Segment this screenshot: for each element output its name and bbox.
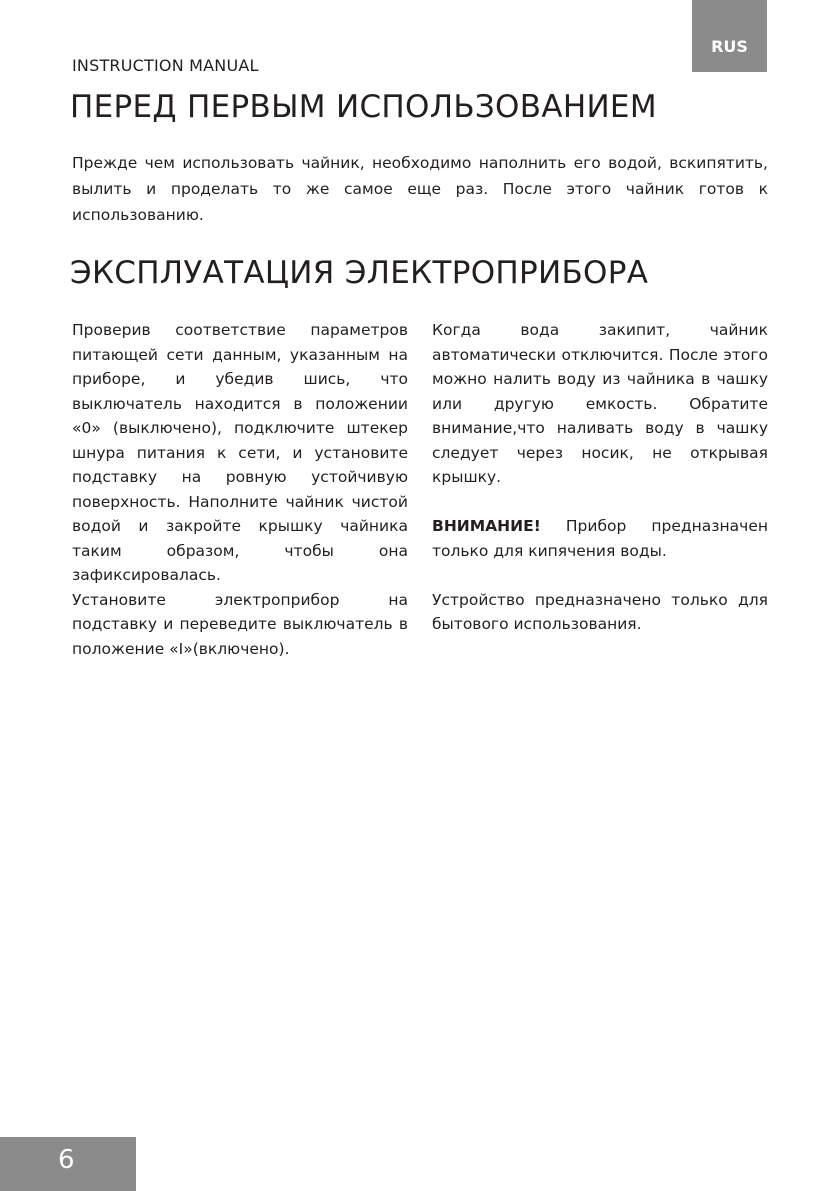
manual-label: INSTRUCTION MANUAL	[72, 56, 259, 75]
warning-paragraph	[432, 514, 768, 563]
warning-label: ВНИМАНИЕ!	[432, 517, 541, 535]
operation-left-column	[72, 318, 408, 661]
before-first-use-text: Прежде чем использовать чайник, необходимо наполнить его водой, вскипятить, вылить и проделать то же самое еще раз. После этого чайник готов к использованию.	[72, 154, 768, 224]
operation-right-column	[432, 318, 768, 637]
household-note: Устройство предназначено только для бытового использования.	[432, 590, 768, 633]
before-first-use-title: ПЕРЕД ПЕРВЫМ ИСПОЛЬЗОВАНИЕМ	[70, 89, 657, 125]
warning-text: Прибор предназначен только для кипячения воды.	[432, 517, 768, 560]
operation-paragraph-boil: Когда вода закипит, чайник автоматически отключится. После этого можно налить воду из чайника в чашку или другую емкость. Обратите внимание,что наливать воду в чашку следует через носик, не открывая крышку.	[432, 321, 768, 486]
language-tab	[692, 0, 767, 72]
operation-paragraph-setup: Проверив соответствие параметров питающей сети данным, указанным на приборе, и убедив шись, что выключатель находится в положении «0» (выключено), подключите штекер шнура питания к сети, и установите подставку на ровную устойчивую поверхность. Наполните чайник чистой водой и закройте крышку чайника таким образом, чтобы она зафиксировалась.	[72, 321, 408, 584]
operation-title: ЭКСПЛУАТАЦИЯ ЭЛЕКТРОПРИБОРА	[70, 255, 649, 291]
page-number-box	[0, 1137, 136, 1191]
page-number: 6	[58, 1145, 75, 1175]
language-tab-label: RUS	[711, 37, 748, 56]
operation-paragraph-switch-on: Установите электроприбор на подставку и переведите выключатель в положение «I»(включено).	[72, 590, 408, 658]
